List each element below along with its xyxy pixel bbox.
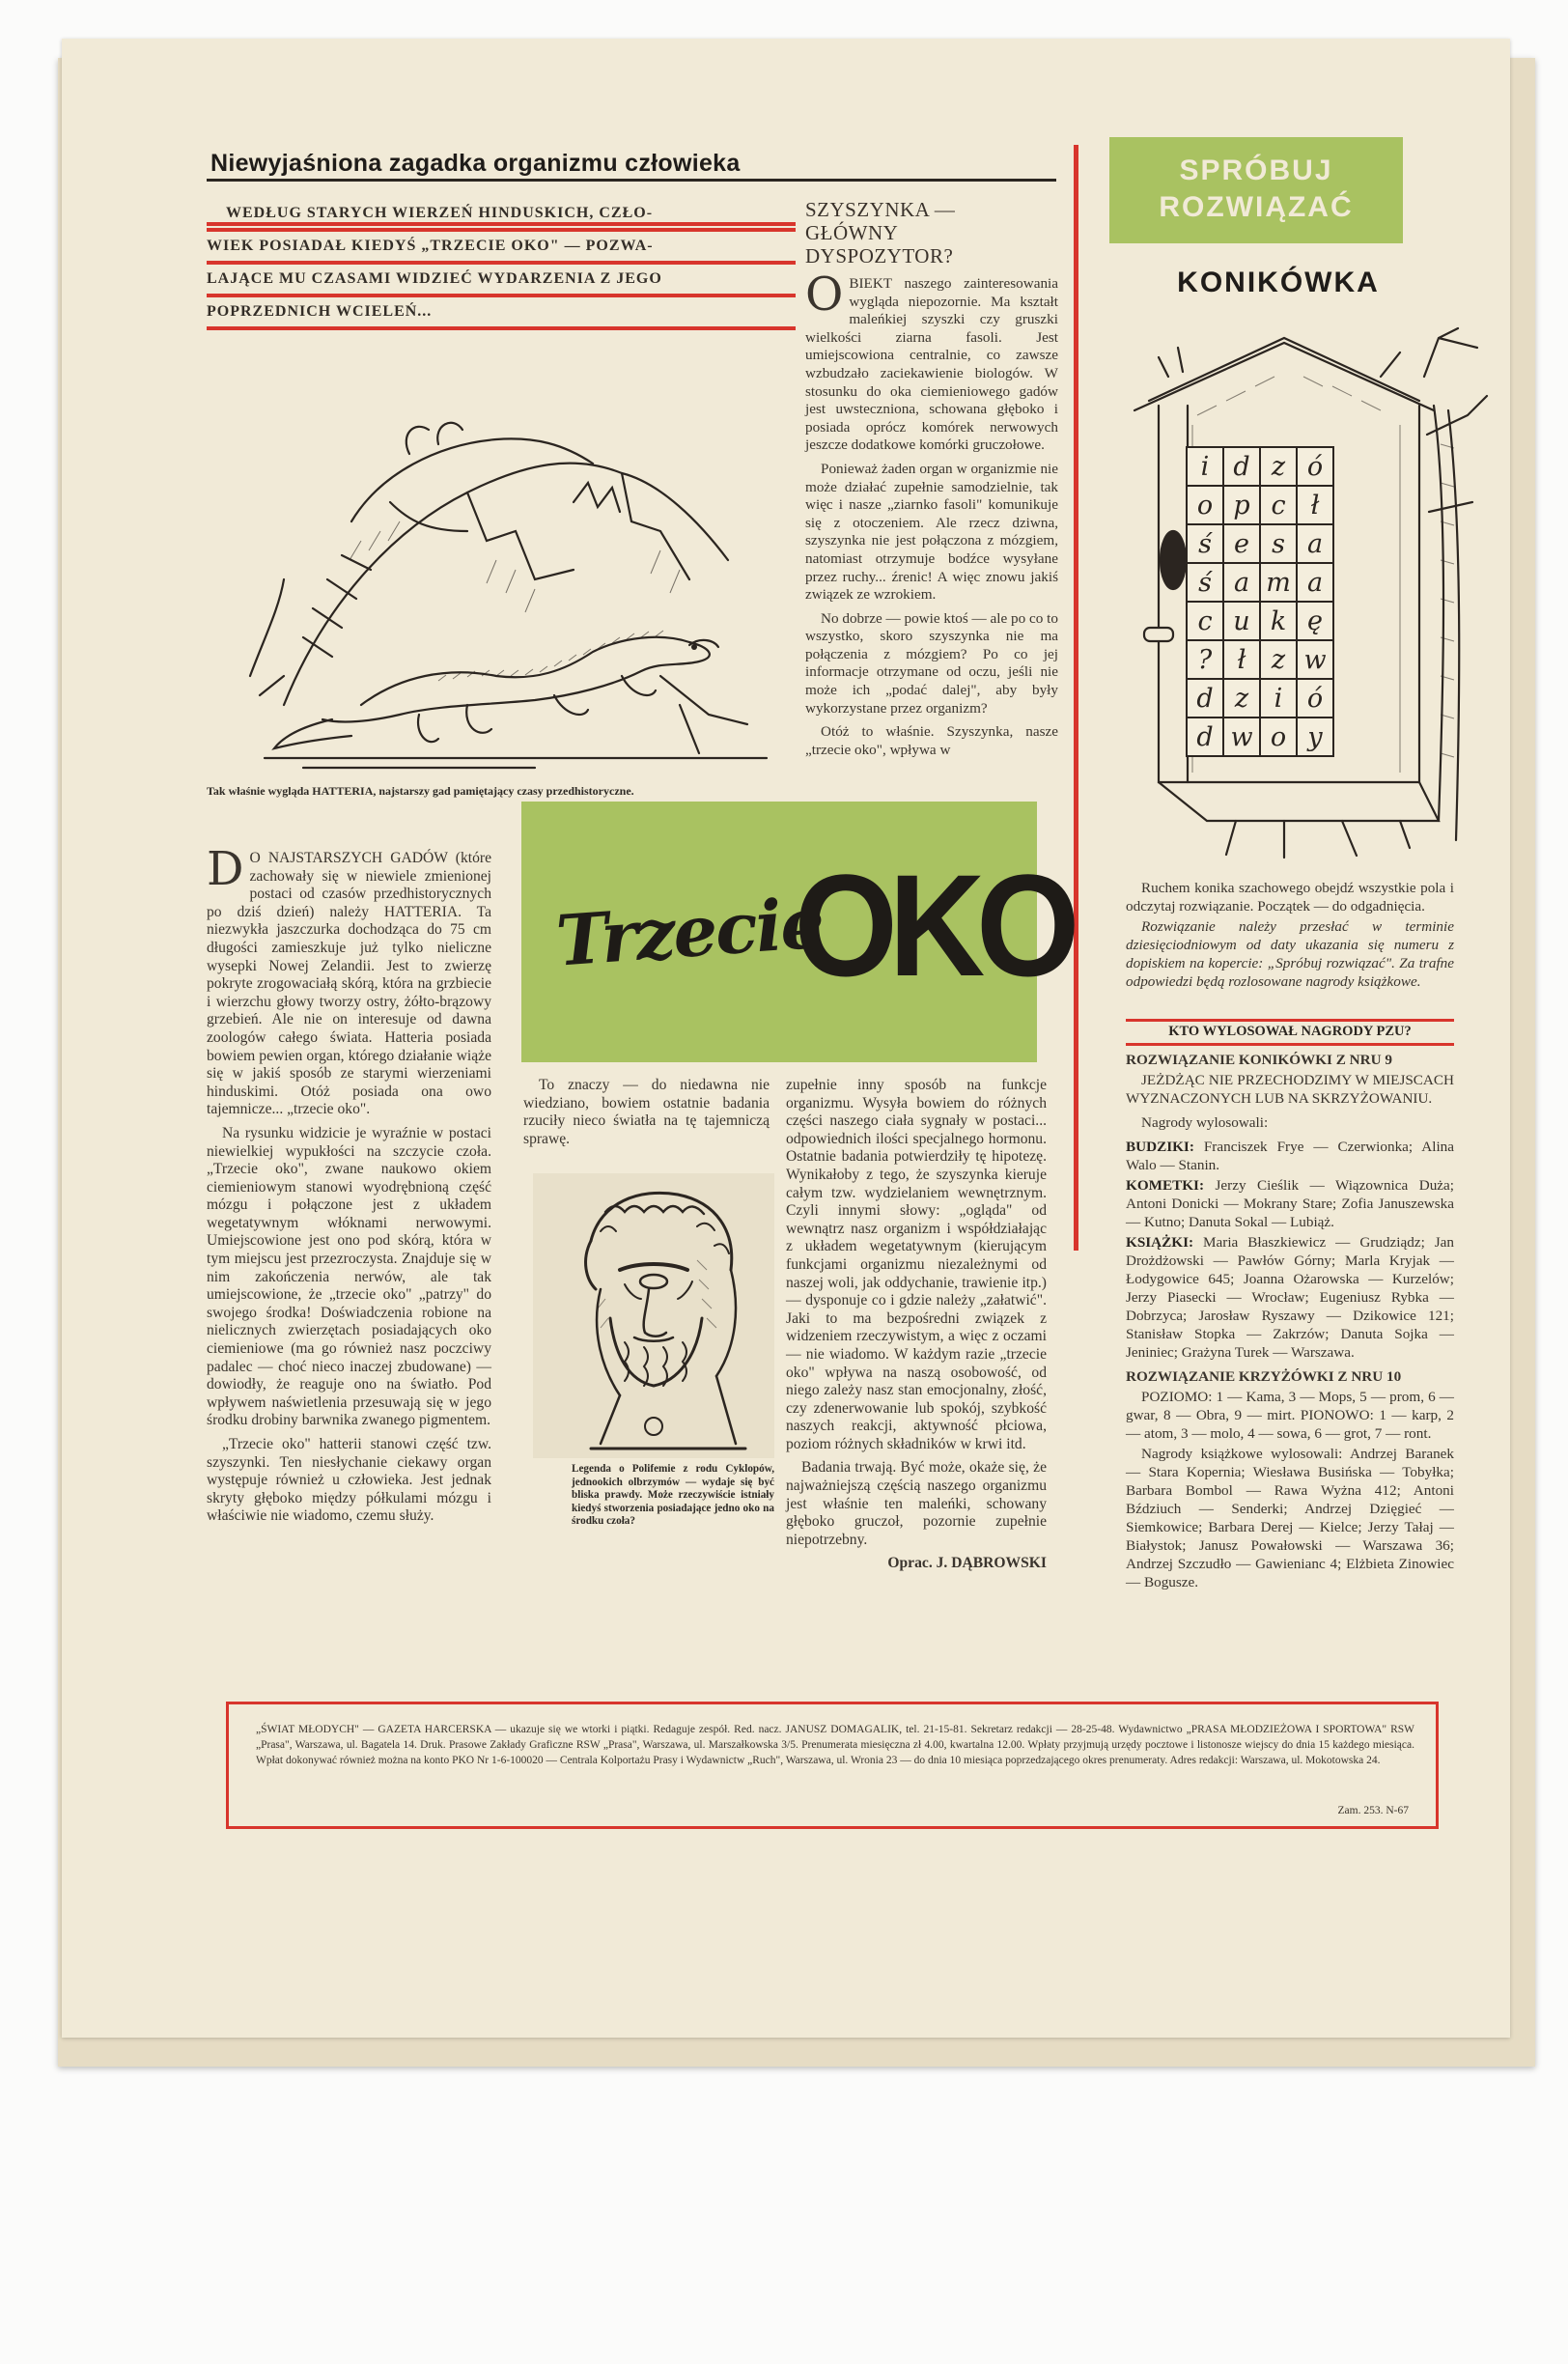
grid-cell: k <box>1260 602 1297 640</box>
lead-line-4: POPRZEDNICH WCIELEŃ... <box>207 303 433 320</box>
sol9-text: JEŻDŻĄC NIE PRZECHODZIMY W MIEJSCACH WYZNACZONYCH LUB NA SKRZYŻOWANIU. <box>1126 1072 1454 1107</box>
middle-column-text <box>523 1077 770 1154</box>
instructions-italic: Rozwiązanie należy przesłać w terminie dziesięciodniowym od daty ukazania się numeru z dopiskiem na kopercie: „Spróbuj rozwiązać". Za trafne odpowiedzi będą rozlosowane nagrody książkowe. <box>1126 918 1454 990</box>
szyszynka-p1: BIEKT naszego zainteresowania wygląda niepozornie. Ma kształt maleńkiej szyszki czy gruszki wielkości ziarna fasoli. Jest umiejscowiona centralnie, co zawsze wzbudzało zaciekawienie biologów. W stosunku do oka ciemieniowego gadów jest uwsteczniona, schowana głęboko i posiada oprócz komórek nerwowych jeszcze dodatkowe komórki gruczołowe. <box>805 275 1058 454</box>
grid-cell: w <box>1297 640 1333 679</box>
left-p3: „Trzecie oko" hatterii stanowi część tzw. szyszynki. Ten niesłychanie ciekawy organ występuje również u człowieka. Jest jednak skryty głęboko między półkulami mózgu i właściwie nie wiadomo, czemu służy. <box>207 1436 491 1525</box>
books-winners: Nagrody książkowe wylosowali: Andrzej Baranek — Stara Kopernia; Wiesława Busińska — Tobyłka; Barbara Bombol — Rawa Wyżna 412; Antoni Bździuch — Senderki; Andrzej Dzięgieć — Siemkowice; Barbara Derej — Kielce; Jerzy Tałaj — Białystok; Janusz Powałowski — Warszawa 36; Andrzej Szczudło — Gawienianc 4; Elżbieta Zinowiec — Bogusze. <box>1126 1446 1454 1590</box>
grid-cell: s <box>1260 524 1297 563</box>
kometki-winners: Jerzy Cieślik — Wiązownica Duża; Antoni Donicki — Mokrany Stare; Zofia Januszewska — Kutno; Danuta Sokal — Lubiąż. <box>1126 1177 1455 1230</box>
konikowka-title: KONIKÓWKA <box>1177 267 1380 298</box>
grid-cell: z <box>1260 640 1297 679</box>
grid-cell: i <box>1260 679 1297 718</box>
banner-script-title: Trzecie <box>553 881 826 982</box>
grid-row <box>1187 563 1333 602</box>
grid-cell: d <box>1187 718 1223 756</box>
subhead-line-1: SZYSZYNKA — <box>805 198 956 221</box>
right-p1: zupełnie inny sposób na funkcje organizmu. Wysyła bowiem do różnych części naszego ciała sygnały w postaci... odpowiednich ilości specjalnego hormonu. Ostatnie badania potwierdziły tę hipotezę. Wynikałoby z tego, że szyszynka kieruje całym tzw. wydzielaniem wewnętrznym. Czyli innymi słowy: „ogląda" od wewnątrz nasz organizm i współdziałając z układem wegetatywnym (kierującym funkcjami organizmu niezależnymi od naszej woli, jak oddychanie, trawienie itp.) — dysponuje co i gdzie należy „załatwić". Jaki to ma bezpośredni związek z widzeniem rzeczywistym, a więc z oczami — nie wiadomo. W każdym razie „trzecie oko" wpływa na naszą osobowość, od niego zależy nasz stan emocjonalny, złość, czy zdenerwowanie lub spokój, szybkość naszych reakcji, aktywność płciowa, poziom różnych składników w krwi itd. <box>786 1077 1047 1452</box>
grid-cell: a <box>1297 563 1333 602</box>
imprint-text: „ŚWIAT MŁODYCH" — GAZETA HARCERSKA — ukazuje się we wtorki i piątki. Redaguje zespół. Red. nacz. JANUSZ DOMAGALIK, tel. 21-15-81. Sekretarz redakcji — 28-25-48. Wydawnictwo „PRASA MŁODZIEŻOWA I SPORTOWA" RSW „Prasa", Warszawa, ul. Bagatela 14. Druk. Prasowe Zakłady Graficzne RSW „Prasa", Warszawa, ul. Marszałkowska 3/5. Prenumerata miesięczna zł 4.00, kwartalna 12.00. Wpłaty przyjmują urzędy pocztowe i listonosze wiejscy do dnia 15 każdego miesiąca. Wpłat dokonywać również można na konto PKO Nr 1-6-100020 — Centrala Kolportażu Prasy i Wydawnictw „Ruch", Warszawa, ul. Wronia 23 — do dnia 10 miesiąca poprzedzającego okres prenumeraty. Adres redakcji: Warszawa, ul. Mokotowska 24. <box>256 1724 1414 1766</box>
sidebar-rule <box>1126 1043 1454 1046</box>
lizard-caption: Tak właśnie wygląda HATTERIA, najstarszy gad pamiętający czasy przedhistoryczne. <box>207 784 634 798</box>
trzecie-oko-banner <box>521 802 1072 1062</box>
lead-line-1: WEDŁUG STARYCH WIERZEŃ HINDUSKICH, CZŁO- <box>226 205 654 221</box>
grid-cell: a <box>1223 563 1260 602</box>
order-number: Zam. 253. N-67 <box>1337 1805 1409 1816</box>
grid-row <box>1187 524 1333 563</box>
grid-cell: a <box>1297 524 1333 563</box>
author-signature: Oprac. J. DĄBROWSKI <box>887 1555 1047 1572</box>
grid-row <box>1187 640 1333 679</box>
grid-row <box>1187 679 1333 718</box>
szyszynka-p3: No dobrze — powie ktoś — ale po co to wszystko, skoro szyszynka nie ma połączenia z mózgiem? Po co jej informacje otrzymane od oczu, jeśli nie może ich „podać dalej", aby były wykorzystane przez organizm? <box>805 609 1058 717</box>
instructions-text: Ruchem konika szachowego obejdź wszystkie pola i odczytaj rozwiązanie. Początek — do odgadnięcia. <box>1126 880 1454 915</box>
grid-cell: d <box>1187 679 1223 718</box>
banner-oko-title: OKO <box>794 844 1072 1006</box>
kometki-label: KOMETKI: <box>1126 1177 1205 1194</box>
left-p1: O NAJSTARSZYCH GADÓW (które zachowały się w niewiele zmienionej postaci od czasów przedhistorycznych po dziś dzień) należy HATTERIA. Ta niezwykła jaszczurka dochodząca do 75 cm długości zamieszkuje już tylko nieliczne wysepki Nowej Zelandii. Jest to zwierzę pokryte zrogowaciałą skórą, która na grzbiecie i wierzchu głowy tworzy ostry, żółto-brązowy grzebień. Ale nie on interesuje od dawna zoologów całego świata. Hatteria posiada bowiem pewien organ, którego działanie wiąże się w jakiś sposób ze starymi wierzeniami hinduskimi. Otóż posiada ona owo tajemnicze... „trzecie oko". <box>207 850 491 1118</box>
dropcap-d: D <box>207 842 244 896</box>
ksiazki-winners: Maria Błaszkiewicz — Grudziądz; Jan Drożdżowski — Pawłów Górny; Marla Kryjak — Łodygowice 645; Joanna Ożarowska — Kurzelów; Jerzy Piasecki — Wrocław; Eugeniusz Rybka — Dobrzyca; Jarosław Ryszawy — Dzikowice 121; Stanisław Stopka — Zakrzów; Danuta Sojka — Jeniniec; Grażyna Turek — Warszawa. <box>1126 1234 1454 1361</box>
headline-rule <box>207 179 1056 182</box>
sidebar-rule <box>1126 1019 1454 1022</box>
badge-line-1: SPRÓBUJ <box>1179 155 1333 186</box>
lead-line-2: WIEK POSIADAŁ KIEDYŚ „TRZECIE OKO" — POZWA- <box>207 238 654 254</box>
left-p2: Na rysunku widzicie je wyraźnie w postaci niewielkiej wypukłości na szczycie czoła. „Trzecie oko", zwane naukowo okiem ciemieniowym stanowi wyodrębnioną część mózgu i połączone jest z układem wegetatywnym włóknami nerwowymi. Umiejscowione jest ono pod skórą, która w tym miejscu jest przezroczysta. Znajduje się w nim zakończenia nerwów, ale tak umiejscowione, że „trzecie oko" „patrzy" do swojego środka! Doświadczenia robione na nielicznych zwierzętach posiadających oko ciemieniowe (ma go również nasz poczciwy padalec — choć nieco inaczej zbudowane) — dowiodły, że reaguje ono na światło. Pod wpływem naświetlenia przesuwają się w jego środku drobiny barwnika zwanego pigmentem. <box>207 1124 491 1429</box>
newspaper-page <box>62 39 1510 2038</box>
grid-cell: ł <box>1223 640 1260 679</box>
dropcap-o: O <box>805 267 844 322</box>
polyphemus-bust-illustration <box>533 1173 774 1458</box>
lead-line-3: LAJĄCE MU CZASAMI WIDZIEĆ WYDARZENIA Z JEGO <box>207 270 662 287</box>
grid-row <box>1187 486 1333 524</box>
ksiazki-label: KSIĄŻKI: <box>1126 1234 1194 1251</box>
bust-caption: Legenda o Polifemie z rodu Cyklopów, jednookich olbrzymów — wydaje się być bliska prawdy. Może rzeczywiście istniały kiedyś stworzenia posiadające jedno oko na środku czoła? <box>572 1463 774 1527</box>
grid-cell: y <box>1297 718 1333 756</box>
szyszynka-p2: Ponieważ żaden organ w organizmie nie może działać zupełnie samodzielnie, tak więc i nasze „ziarnko fasoli" komunikuje się z otoczeniem. Ale rzecz dziwna, szyszynka nie jest połączona z mózgiem, natomiast otrzymuje bodźce wysyłane przez ruchy... źrenic! A więc znowu jakiś związek ze wzrokiem. <box>805 460 1058 604</box>
grid-cell: ś <box>1187 524 1223 563</box>
grid-row <box>1187 447 1333 486</box>
knight-puzzle-grid <box>1186 446 1334 757</box>
grid-cell: d <box>1223 447 1260 486</box>
grid-cell: z <box>1223 679 1260 718</box>
left-column-text <box>207 842 491 1532</box>
prizes-heading: KTO WYLOSOWAŁ NAGRODY PZU? <box>1168 1024 1412 1039</box>
grid-row <box>1187 602 1333 640</box>
szyszynka-text <box>805 267 1058 765</box>
grid-cell: c <box>1260 486 1297 524</box>
prizes-list <box>1126 1051 1454 1593</box>
grid-cell: ś <box>1187 563 1223 602</box>
sol10-heading: ROZWIĄZANIE KRZYŻÓWKI Z NRU 10 <box>1126 1368 1402 1385</box>
budziki-winners: Franciszek Frye — Czerwionka; Alina Walo — Stanin. <box>1126 1139 1454 1173</box>
subhead-line-2: GŁÓWNY <box>805 221 899 244</box>
middle-p1: To znaczy — do niedawna nie wiedziano, bowiem ostatnie badania rzuciły nieco światła na tę tajemniczą sprawę. <box>523 1077 770 1147</box>
grid-cell: m <box>1260 563 1297 602</box>
grid-cell: u <box>1223 602 1260 640</box>
grid-cell: i <box>1187 447 1223 486</box>
grid-cell: z <box>1260 447 1297 486</box>
szyszynka-p4: Otóż to właśnie. Szyszynka, nasze „trzecie oko", wpływa w <box>805 723 1058 758</box>
grid-cell: o <box>1260 718 1297 756</box>
budziki-label: BUDZIKI: <box>1126 1139 1194 1155</box>
grid-cell: e <box>1223 524 1260 563</box>
lead-block <box>207 193 796 330</box>
sol9-heading: ROZWIĄZANIE KONIKÓWKI Z NRU 9 <box>1126 1052 1392 1068</box>
grid-cell: ę <box>1297 602 1333 640</box>
grid-cell: ? <box>1187 640 1223 679</box>
grid-cell: ł <box>1297 486 1333 524</box>
right-column-text <box>786 1077 1047 1573</box>
grid-cell: ó <box>1297 447 1333 486</box>
imprint-box <box>226 1702 1439 1829</box>
badge-line-2: ROZWIĄZAĆ <box>1159 191 1354 223</box>
sol10-text: POZIOMO: 1 — Kama, 3 — Mops, 5 — prom, 6 — gwar, 8 — Obra, 9 — mirt. PIONOWO: 1 — karp, 2 — atom, 3 — molo, 4 — sowa, 6 — grot, 7 — ront. <box>1126 1389 1454 1442</box>
grid-cell: w <box>1223 718 1260 756</box>
prizes-intro: Nagrody wylosowali: <box>1141 1114 1269 1131</box>
subhead-line-3: DYSPOZYTOR? <box>805 244 954 267</box>
try-solve-badge <box>1109 137 1403 243</box>
grid-cell: p <box>1223 486 1260 524</box>
grid-cell: ó <box>1297 679 1333 718</box>
article-headline: Niewyjaśniona zagadka organizmu człowieka <box>210 150 741 177</box>
grid-row <box>1187 718 1333 756</box>
hatteria-lizard-illustration <box>245 386 786 773</box>
column-divider <box>1074 145 1078 1251</box>
szyszynka-section <box>805 198 1066 267</box>
grid-cell: c <box>1187 602 1223 640</box>
konikowka-instructions <box>1126 879 1454 993</box>
right-p2: Badania trwają. Być może, okaże się, że najważniejszą częścią naszego organizmu jest właśnie ten maleńki, schowany głęboko gruczoł, pozornie zupełnie niepotrzebny. <box>786 1459 1047 1548</box>
grid-cell: o <box>1187 486 1223 524</box>
